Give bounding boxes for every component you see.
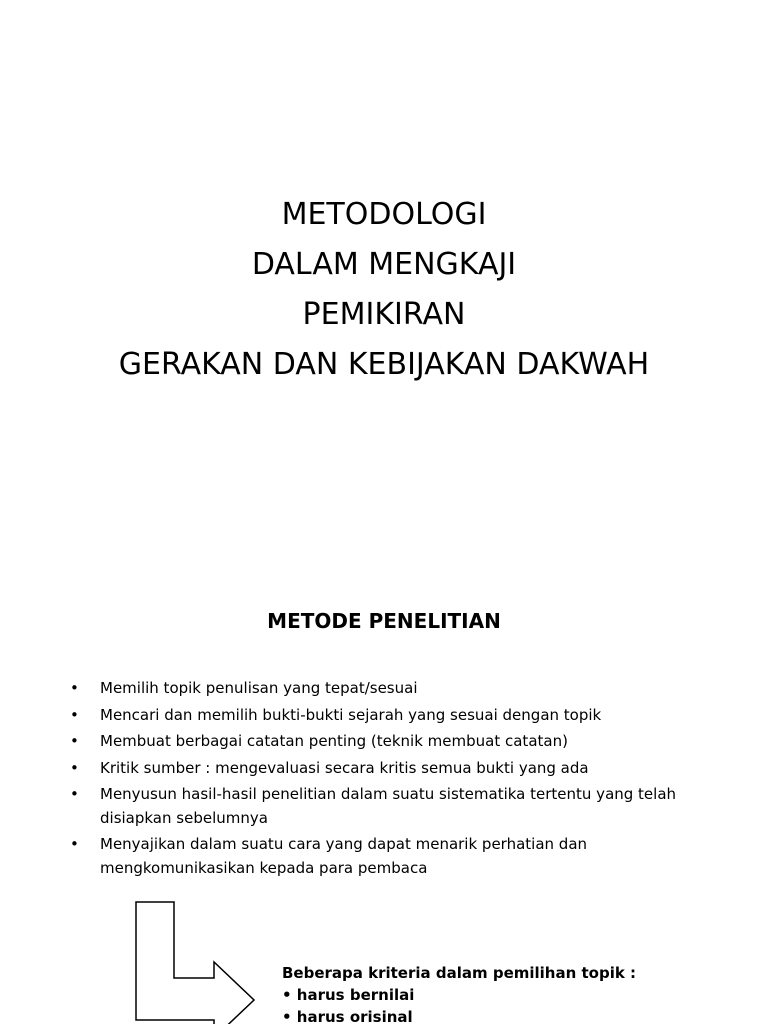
list-item	[66, 730, 726, 754]
bullet-icon: •	[70, 732, 79, 750]
method-step-list	[66, 677, 726, 883]
section-heading: METODE PENELITIAN	[267, 609, 501, 633]
criteria-box	[282, 962, 742, 1024]
list-item: • harus bernilai	[282, 986, 415, 1004]
list-item-text: Mencari dan memilih bukti-bukti sejarah yang sesuai dengan topik	[100, 705, 602, 724]
bent-arrow-shape	[136, 902, 254, 1024]
criteria-heading: Beberapa kriteria dalam pemilihan topik :	[282, 964, 637, 982]
bullet-icon: •	[70, 785, 79, 803]
list-item	[66, 833, 726, 880]
list-item-text: Kritik sumber : mengevaluasi secara kritis semua bukti yang ada	[100, 758, 589, 777]
list-item-text: Memilih topik penulisan yang tepat/sesuai	[100, 679, 418, 697]
title-line-1: METODOLOGI	[281, 197, 487, 232]
title-line-2: DALAM MENGKAJI	[251, 247, 517, 282]
list-item	[66, 677, 726, 701]
list-item-text: Menyajikan dalam suatu cara yang dapat menarik perhatian dan mengkomunikasikan kepada para pembaca	[100, 835, 588, 877]
list-item	[66, 757, 726, 781]
bullet-icon: •	[70, 835, 79, 853]
slide-title	[0, 190, 768, 390]
title-line-4: GERAKAN DAN KEBIJAKAN DAKWAH	[118, 347, 650, 382]
bullet-icon: •	[70, 679, 79, 697]
bent-arrow-icon	[130, 898, 270, 1024]
bullet-icon: •	[70, 705, 79, 724]
list-item	[66, 783, 726, 830]
bullet-icon: •	[70, 758, 79, 777]
list-item: • harus orisinal	[282, 1008, 413, 1024]
list-item-text: Menyusun hasil-hasil penelitian dalam suatu sistematika tertentu yang telah disiapkan sebelumnya	[100, 785, 677, 827]
title-line-3: PEMIKIRAN	[302, 297, 466, 332]
criteria-list	[282, 984, 742, 1024]
list-item-text: Membuat berbagai catatan penting (teknik membuat catatan)	[100, 732, 568, 750]
list-item	[66, 704, 726, 728]
